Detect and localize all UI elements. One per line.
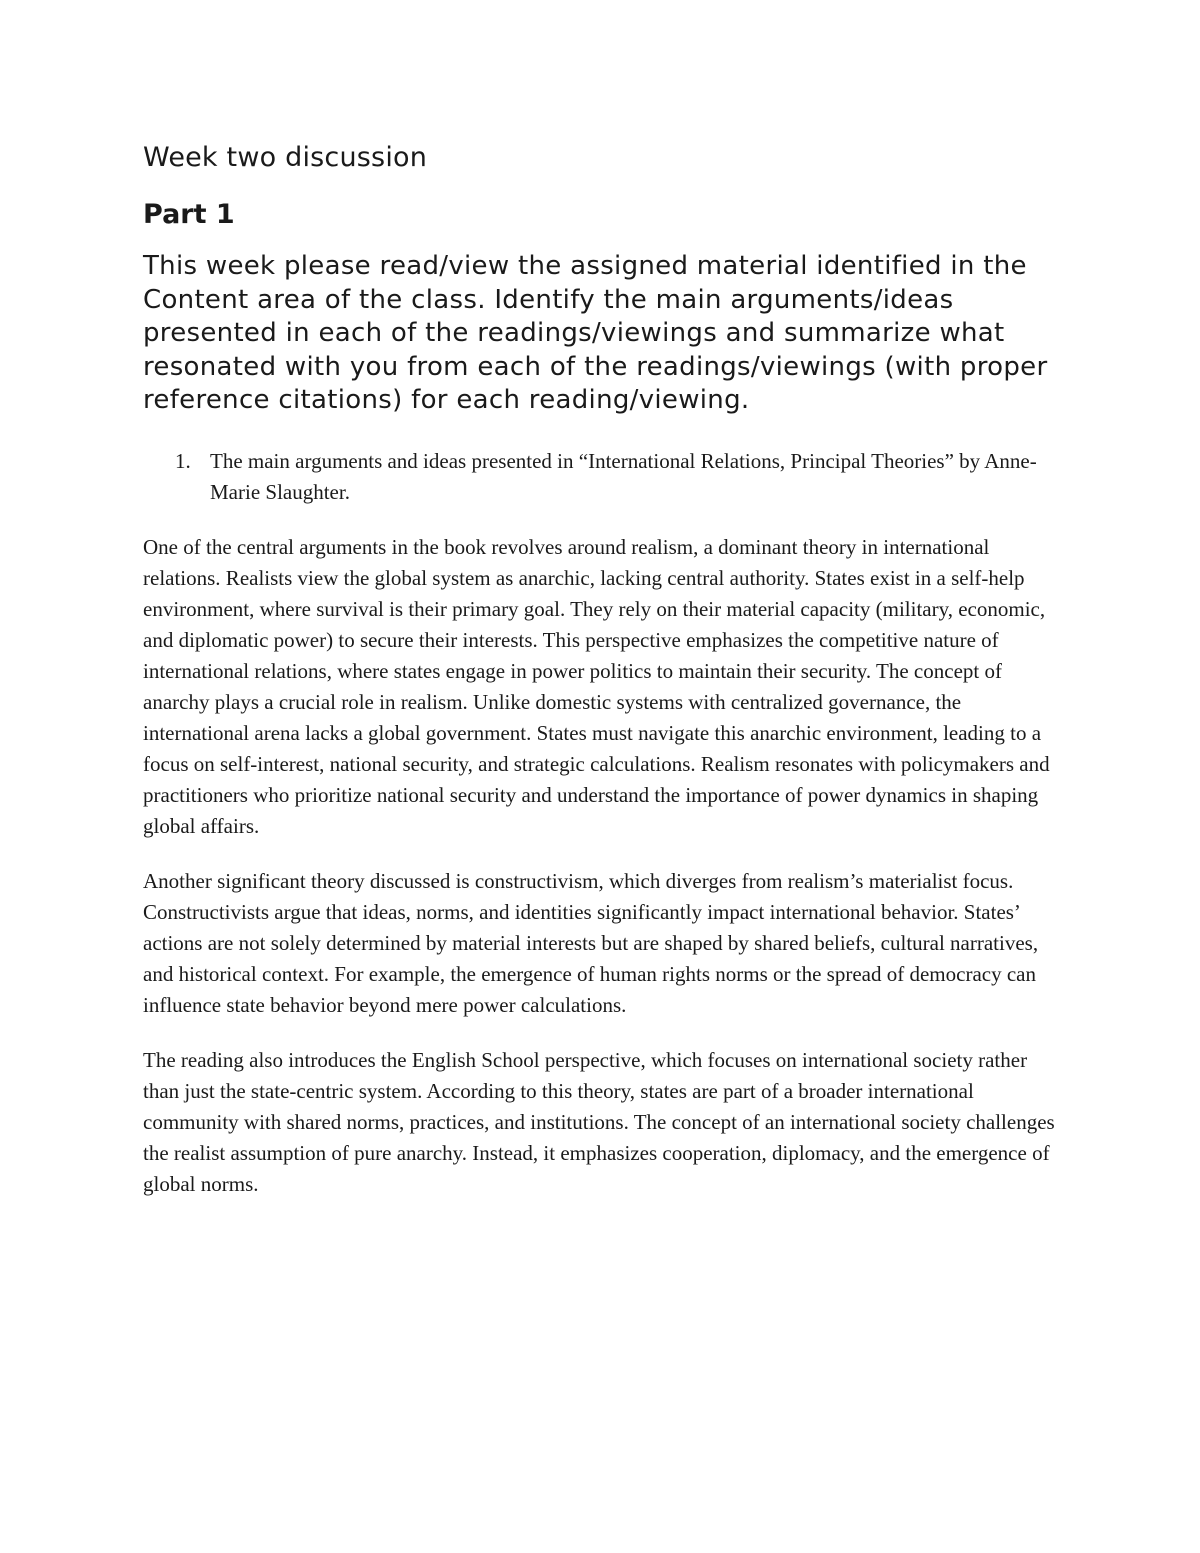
assignment-prompt: This week please read/view the assigned material identified in the Content area of the class. Identify the main arguments/ideas presented in each of the readings/viewings and summarize what resonated with you from each of the readings/viewings (with proper reference citations) for each reading/viewing. [143,251,1048,415]
list-item-text: The main arguments and ideas presented in “International Relations, Principal Theories” by Anne-Marie Slaughter. [210,448,1037,504]
paragraph-constructivism: Another significant theory discussed is constructivism, which diverges from realism’s materialist focus. Constructivists argue that ideas, norms, and identities significantly impact international behavior. States’ actions are not solely determined by material interests but are shaped by shared beliefs, cultural narratives, and historical context. For example, the emergence of human rights norms or the spread of democracy can influence state behavior beyond mere power calculations. [143,868,1039,1017]
numbered-list [143,446,1073,508]
list-item [143,446,1073,508]
document-title: Week two discussion [143,142,428,173]
document-page [143,138,1073,1224]
part-heading: Part 1 [143,199,235,230]
list-marker: 1. [175,448,191,473]
paragraph-realism: One of the central arguments in the book revolves around realism, a dominant theory in international relations. Realists view the global system as anarchic, lacking central authority. States exist in a self-help environment, where survival is their primary goal. They rely on their material capacity (military, economic, and diplomatic power) to secure their interests. This perspective emphasizes the competitive nature of international relations, where states engage in power politics to maintain their security. The concept of anarchy plays a crucial role in realism. Unlike domestic systems with centralized governance, the international arena lacks a global government. States must navigate this anarchic environment, leading to a focus on self-interest, national security, and strategic calculations. Realism resonates with policymakers and practitioners who prioritize national security and understand the importance of power dynamics in shaping global affairs. [143,534,1050,838]
paragraph-english-school: The reading also introduces the English School perspective, which focuses on international society rather than just the state-centric system. According to this theory, states are part of a broader international community with shared norms, practices, and institutions. The concept of an international society challenges the realist assumption of pure anarchy. Instead, it emphasizes cooperation, diplomacy, and the emergence of global norms. [143,1047,1055,1196]
